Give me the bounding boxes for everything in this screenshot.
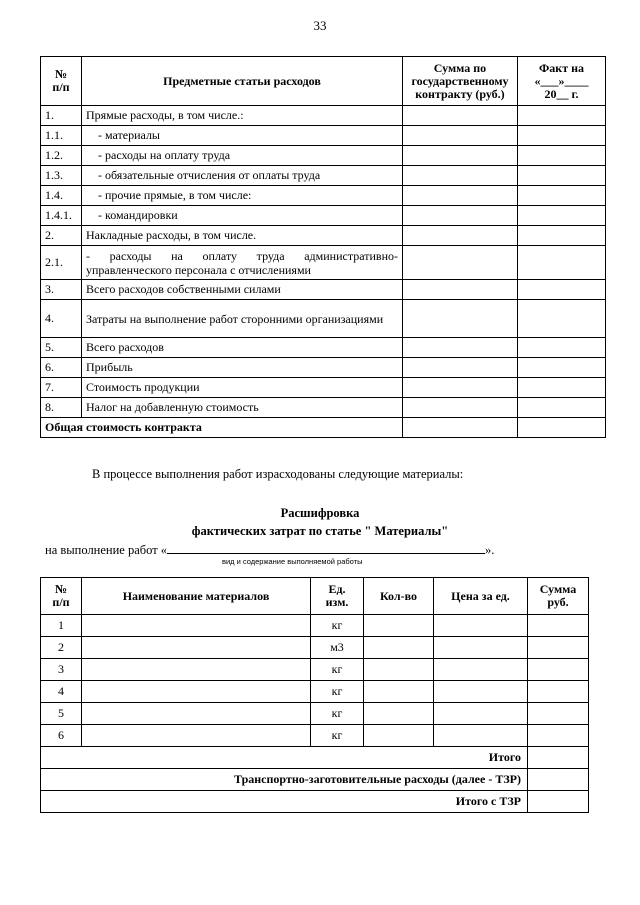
row-contract-sum[interactable] xyxy=(403,378,518,398)
row-unit-price[interactable] xyxy=(434,659,528,681)
work-description-field[interactable] xyxy=(167,542,485,554)
total-with-tzr-sum[interactable] xyxy=(528,791,589,813)
row-num: 1.4.1. xyxy=(41,206,82,226)
table-row xyxy=(41,358,606,378)
row-item: Налог на добавленную стоимость xyxy=(82,398,403,418)
table-row xyxy=(41,659,589,681)
row-item: Накладные расходы, в том числе. xyxy=(82,226,403,246)
total-row xyxy=(41,747,589,769)
total-label: Итого xyxy=(41,747,528,769)
header-unit: Ед. изм. xyxy=(311,578,364,615)
table-row xyxy=(41,637,589,659)
header-quantity: Кол-во xyxy=(364,578,434,615)
header-material-name: Наименование материалов xyxy=(82,578,311,615)
row-num: 5. xyxy=(41,338,82,358)
row-quantity[interactable] xyxy=(364,637,434,659)
row-item: Прямые расходы, в том числе.: xyxy=(82,106,403,126)
row-unit: кг xyxy=(311,703,364,725)
header-contract-sum: Сумма по государственному контракту (руб.) xyxy=(403,57,518,106)
row-num: 2. xyxy=(41,226,82,246)
row-material-name[interactable] xyxy=(82,681,311,703)
work-prefix: на выполнение работ « xyxy=(45,543,168,557)
section-heading: Расшифровка xyxy=(280,506,360,520)
header-item: Предметные статьи расходов xyxy=(82,57,403,106)
row-fact[interactable] xyxy=(518,126,606,146)
header-fact-line1: Факт на xyxy=(538,60,585,75)
row-num: 1 xyxy=(41,615,82,637)
row-quantity[interactable] xyxy=(364,681,434,703)
row-contract-sum[interactable] xyxy=(403,146,518,166)
row-item: - расходы на оплату труда xyxy=(82,146,403,166)
total-with-tzr-row xyxy=(41,791,589,813)
row-unit-price[interactable] xyxy=(434,615,528,637)
row-item: Затраты на выполнение работ сторонними организациями xyxy=(82,300,403,338)
row-item: - командировки xyxy=(82,206,403,226)
row-unit-price[interactable] xyxy=(434,703,528,725)
row-sum[interactable] xyxy=(528,681,589,703)
row-num: 2.1. xyxy=(41,246,82,280)
costs-table xyxy=(40,56,606,438)
row-num: 3 xyxy=(41,659,82,681)
row-unit: кг xyxy=(311,725,364,747)
table-row xyxy=(41,615,589,637)
row-item: Стоимость продукции xyxy=(82,378,403,398)
header-unit-price: Цена за ед. xyxy=(434,578,528,615)
row-fact[interactable] xyxy=(518,226,606,246)
row-num: 4 xyxy=(41,681,82,703)
row-sum[interactable] xyxy=(528,637,589,659)
row-unit-price[interactable] xyxy=(434,637,528,659)
row-num: 7. xyxy=(41,378,82,398)
row-sum[interactable] xyxy=(528,703,589,725)
row-contract-sum[interactable] xyxy=(403,398,518,418)
row-material-name[interactable] xyxy=(82,637,311,659)
row-num: 8. xyxy=(41,398,82,418)
row-unit: кг xyxy=(311,681,364,703)
row-item: Всего расходов xyxy=(82,338,403,358)
row-num: 6. xyxy=(41,358,82,378)
row-fact[interactable] xyxy=(518,186,606,206)
row-num: 4. xyxy=(41,300,82,338)
row-fact[interactable] xyxy=(518,280,606,300)
row-contract-sum[interactable] xyxy=(403,106,518,126)
table-row xyxy=(41,166,606,186)
table-row xyxy=(41,398,606,418)
table-row xyxy=(41,146,606,166)
page-number: 33 xyxy=(313,18,327,33)
row-quantity[interactable] xyxy=(364,659,434,681)
row-fact[interactable] xyxy=(518,300,606,338)
header-num: № п/п xyxy=(41,57,82,106)
table-row xyxy=(41,126,606,146)
row-material-name[interactable] xyxy=(82,725,311,747)
row-fact[interactable] xyxy=(518,358,606,378)
row-fact[interactable] xyxy=(518,246,606,280)
row-sum[interactable] xyxy=(528,725,589,747)
work-description-line xyxy=(45,542,494,558)
table-row xyxy=(41,681,589,703)
total-with-tzr-label: Итого с ТЗР xyxy=(41,791,528,813)
row-contract-sum[interactable] xyxy=(403,166,518,186)
table-row xyxy=(41,378,606,398)
materials-intro: В процессе выполнения работ израсходованы следующие материалы: xyxy=(92,467,464,481)
table-row xyxy=(41,725,589,747)
row-contract-sum[interactable] xyxy=(403,358,518,378)
row-contract-sum[interactable] xyxy=(403,206,518,226)
total-sum[interactable] xyxy=(528,747,589,769)
row-contract-sum[interactable] xyxy=(403,226,518,246)
row-num: 2 xyxy=(41,637,82,659)
total-label: Общая стоимость контракта xyxy=(41,418,403,438)
row-item: - материалы xyxy=(82,126,403,146)
header-fact xyxy=(518,57,606,106)
row-num: 1.3. xyxy=(41,166,82,186)
row-material-name[interactable] xyxy=(82,615,311,637)
row-material-name[interactable] xyxy=(82,659,311,681)
header-fact-line3: 20__ г. xyxy=(544,86,579,101)
row-contract-sum[interactable] xyxy=(403,246,518,280)
row-quantity[interactable] xyxy=(364,725,434,747)
table-row xyxy=(41,186,606,206)
row-fact[interactable] xyxy=(518,146,606,166)
row-unit: кг xyxy=(311,615,364,637)
table-row xyxy=(41,226,606,246)
header-num: № п/п xyxy=(41,578,82,615)
row-num: 1.2. xyxy=(41,146,82,166)
row-sum[interactable] xyxy=(528,659,589,681)
table-row xyxy=(41,206,606,226)
row-item: - обязательные отчисления от оплаты труда xyxy=(82,166,403,186)
work-caption: вид и содержание выполняемой работы xyxy=(222,557,363,566)
row-unit: м3 xyxy=(311,637,364,659)
total-contract-sum[interactable] xyxy=(403,418,518,438)
row-fact[interactable] xyxy=(518,378,606,398)
table-row xyxy=(41,246,606,280)
row-fact[interactable] xyxy=(518,398,606,418)
row-quantity[interactable] xyxy=(364,615,434,637)
row-unit-price[interactable] xyxy=(434,725,528,747)
tzr-label: Транспортно-заготовительные расходы (далее - ТЗР) xyxy=(41,769,528,791)
row-fact[interactable] xyxy=(518,338,606,358)
row-num: 1.4. xyxy=(41,186,82,206)
row-material-name[interactable] xyxy=(82,703,311,725)
row-fact[interactable] xyxy=(518,106,606,126)
row-contract-sum[interactable] xyxy=(403,186,518,206)
row-contract-sum[interactable] xyxy=(403,300,518,338)
row-sum[interactable] xyxy=(528,615,589,637)
row-num: 6 xyxy=(41,725,82,747)
header-fact-line2: «___»____ xyxy=(534,73,589,88)
row-unit-price[interactable] xyxy=(434,681,528,703)
tzr-sum[interactable] xyxy=(528,769,589,791)
table-row xyxy=(41,703,589,725)
row-fact[interactable] xyxy=(518,206,606,226)
row-num: 1. xyxy=(41,106,82,126)
row-num: 3. xyxy=(41,280,82,300)
table-row xyxy=(41,106,606,126)
row-item: - прочие прямые, в том числе: xyxy=(82,186,403,206)
row-num: 1.1. xyxy=(41,126,82,146)
row-item: Прибыль xyxy=(82,358,403,378)
row-contract-sum[interactable] xyxy=(403,280,518,300)
row-contract-sum[interactable] xyxy=(403,338,518,358)
table-row xyxy=(41,280,606,300)
materials-table xyxy=(40,577,589,813)
row-num: 5 xyxy=(41,703,82,725)
row-item: - расходы на оплату труда административно-управленческого персонала с отчислениями xyxy=(82,246,403,280)
header-sum: Сумма руб. xyxy=(528,578,589,615)
table-row xyxy=(41,338,606,358)
total-row xyxy=(41,418,606,438)
work-suffix: ». xyxy=(485,543,495,557)
row-fact[interactable] xyxy=(518,166,606,186)
table-row xyxy=(41,300,606,338)
row-quantity[interactable] xyxy=(364,703,434,725)
section-subheading: фактических затрат по статье " Материалы" xyxy=(191,524,449,538)
row-contract-sum[interactable] xyxy=(403,126,518,146)
tzr-row xyxy=(41,769,589,791)
row-item: Всего расходов собственными силами xyxy=(82,280,403,300)
total-fact[interactable] xyxy=(518,418,606,438)
row-unit: кг xyxy=(311,659,364,681)
